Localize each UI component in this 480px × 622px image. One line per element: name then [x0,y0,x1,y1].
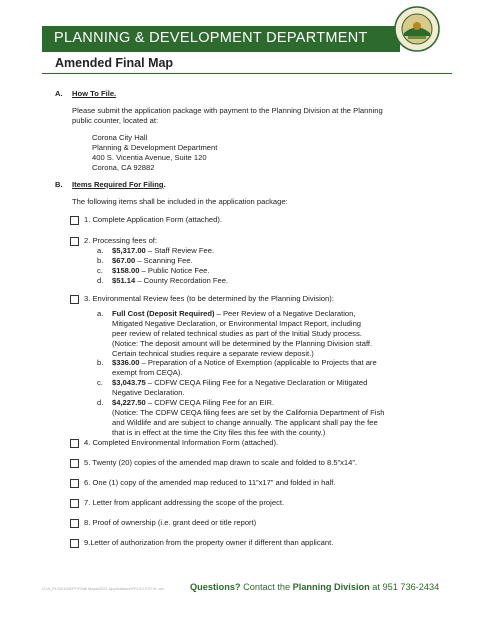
item-7-label: 7. Letter from applicant addressing the scope of the project. [84,498,285,507]
env-line [112,398,274,408]
fee-line [112,256,193,266]
env-line: Negative Declaration. [112,388,185,397]
env-letter: a. [97,309,104,318]
fee-desc: – Scanning Fee. [135,256,193,265]
env-amount: $336.00 [112,358,140,367]
fee-letter: b. [97,256,104,265]
fee-desc: – Public Notice Fee. [139,266,210,275]
item-8-label: 8. Proof of ownership (i.e. grant deed or title report) [84,518,257,527]
fee-line [112,276,228,286]
env-letter: c. [97,378,103,387]
env-line: Certain technical studies require a separate review deposit.) [112,349,314,358]
env-letter: d. [97,398,104,407]
fee-desc: – County Recordation Fee. [135,276,229,285]
env-desc: – Peer Review of a Negative Declaration, [214,309,356,318]
section-b-heading-text: Items Required For Filing [72,180,164,189]
item-1-label: 1. Complete Application Form (attached). [84,215,223,224]
env-line [112,358,377,368]
address-line: Corona City Hall [92,133,148,142]
address-line: 400 S. Vicentia Avenue, Suite 120 [92,153,207,162]
item-5-label: 5. Twenty (20) copies of the amended map drawn to scale and folded to 8.5”x14”. [84,458,357,467]
page-title: Amended Final Map [55,56,174,70]
checkbox-item-4[interactable] [70,439,79,448]
footer-contact-text: Contact the [240,582,293,592]
env-line: (Notice: The deposit amount will be determined by the Planning Division staff. [112,339,373,348]
checkbox-item-1[interactable] [70,216,79,225]
section-b-intro: The following items shall be included in the application package: [72,197,288,206]
item-3-label: 3. Environmental Review fees (to be determined by the Planning Division): [84,294,334,303]
fee-amount: $5,317.00 [112,246,146,255]
env-desc: – CDFW CEQA Filing Fee for a Negative Declaration or Mitigated [145,378,368,387]
checkbox-item-5[interactable] [70,459,79,468]
section-a-paragraph-line: public counter, located at: [72,116,159,125]
fee-desc: – Staff Review Fee. [145,246,215,255]
env-letter: b. [97,358,104,367]
fee-line [112,246,214,256]
footer-phone: at 951 736-2434 [369,582,440,592]
env-line [112,378,367,388]
title-divider [42,73,452,74]
checkbox-item-3[interactable] [70,295,79,304]
env-desc: – Preparation of a Notice of Exemption (applicable to Projects that are [139,358,377,367]
env-amount: $4,227.50 [112,398,146,407]
fee-letter: d. [97,276,104,285]
env-line: Mitigated Negative Declaration, or Environmental Impact Report, including [112,319,362,328]
checkbox-item-7[interactable] [70,499,79,508]
env-line [112,309,356,319]
env-line: that is in effect at the time the City files this fee with the county.) [112,428,326,437]
section-a-marker: A. [55,89,63,98]
fee-amount: $51.14 [112,276,136,285]
env-amount: Full Cost (Deposit Required) [112,309,215,318]
item-4-label: 4. Completed Environmental Information Form (attached). [84,438,279,447]
footer-division: Planning Division [292,582,370,592]
item-2-label: 2. Processing fees of: [84,236,158,245]
fee-amount: $158.00 [112,266,140,275]
env-desc: – CDFW CEQA Filing Fee for an EIR. [145,398,275,407]
env-line: (Notice: The CDFW CEQA filing fees are set by the California Department of Fish [112,408,385,417]
section-a-paragraph-line: Please submit the application package with payment to the Planning Division at the Planning [72,106,383,115]
fee-letter: a. [97,246,104,255]
env-line: peer review of related technical studies as part of the Initial Study process. [112,329,362,338]
section-b-heading: Items Required For Filing. [72,180,166,189]
footer-file-path: G:\A_PLS\01\DEPT\Final Maps\2021 Applications\PPL\Cl 070 VL.rev [42,586,165,591]
fee-letter: c. [97,266,103,275]
address-line: Planning & Development Department [92,143,218,152]
fee-line [112,266,210,276]
section-a-heading: How To File. [72,89,117,98]
env-line: and Wildlife and are subject to change annually. The applicant shall pay the fee [112,418,378,427]
footer-questions: Questions? [190,582,241,592]
city-seal-logo [394,6,440,52]
checkbox-item-9[interactable] [70,539,79,548]
section-b-marker: B. [55,180,63,189]
checkbox-item-8[interactable] [70,519,79,528]
checkbox-item-2[interactable] [70,237,79,246]
fee-amount: $67.00 [112,256,136,265]
item-6-label: 6. One (1) copy of the amended map reduced to 11”x17” and folded in half. [84,478,336,487]
env-amount: $3,043.75 [112,378,146,387]
footer-contact [190,582,439,592]
env-line: exempt from CEQA). [112,368,183,377]
checkbox-item-6[interactable] [70,479,79,488]
department-title: PLANNING & DEVELOPMENT DEPARTMENT [54,30,368,46]
header-banner [42,26,400,52]
item-9-label: 9.Letter of authorization from the property owner if different than applicant. [84,538,334,547]
address-line: Corona, CA 92882 [92,163,155,172]
